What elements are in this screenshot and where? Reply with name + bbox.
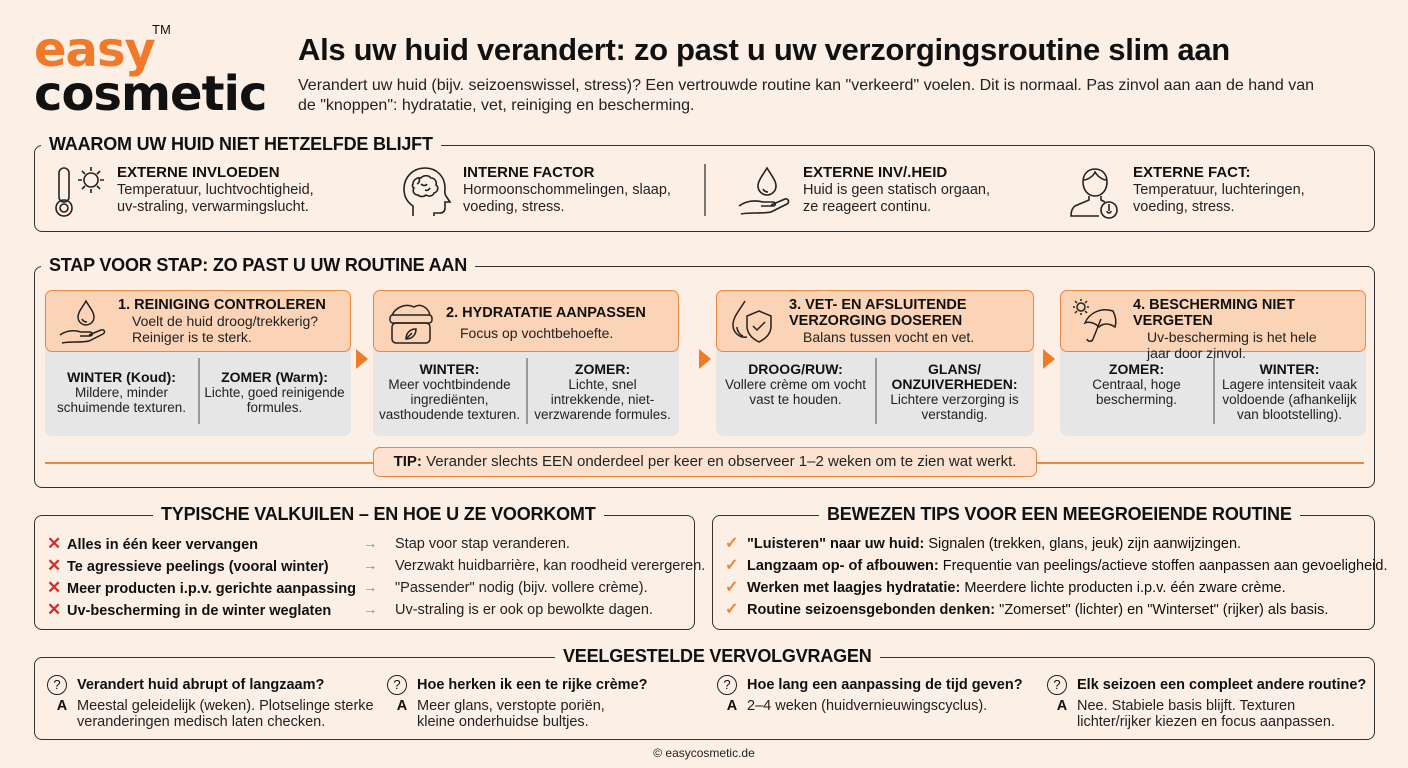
step-card-cleansing: [45, 290, 351, 437]
arrow-right-icon: [356, 349, 368, 369]
factor-heading: EXTERNE FACT:: [1133, 164, 1251, 181]
season-text: Meer vochtbindende ingrediënten, vasthoudende texturen.: [378, 377, 521, 422]
faq-question: Hoe lang een aanpassing de tijd geven?: [747, 677, 1023, 693]
head-brain-icon: [395, 164, 457, 220]
factor-line: Huid is geen statisch orgaan,: [803, 182, 990, 198]
hand-drop-icon: [735, 164, 797, 220]
step-title: 3. VET- EN AFSLUITENDE VERZORGING DOSEREN: [789, 297, 967, 329]
faq-answer: Nee. Stabiele basis blijft. Texturen lichter/rijker kiezen en focus aanpassen.: [1077, 698, 1335, 730]
answer-label: A: [1056, 698, 1068, 714]
faq-item: [717, 675, 1047, 714]
step-header: [45, 290, 351, 352]
cross-icon: ✕: [47, 534, 62, 553]
factor-line: Temperatuur, luchteringen,: [1133, 182, 1305, 198]
arrow-right-icon: [699, 349, 711, 369]
pitfalls-section-title: TYPISCHE VALKUILEN – EN HOE U ZE VOORKOMT: [153, 504, 604, 525]
check-icon: ✓: [725, 535, 739, 552]
check-icon: ✓: [725, 579, 739, 596]
question-icon: ?: [1047, 675, 1067, 695]
pitfall-row: [47, 534, 687, 555]
step-desc: Reiniger is te sterk.: [132, 329, 252, 345]
arrow-icon: →: [363, 580, 378, 596]
step-header: [716, 290, 1034, 352]
season-title: WINTER:: [1259, 361, 1320, 377]
pitfalls-section: [34, 504, 706, 630]
step-desc: jaar door zinvol.: [1147, 345, 1246, 361]
cream-jar-icon: [384, 297, 440, 347]
step-body: [45, 348, 351, 436]
tip-text: Frequentie van peelings/actieve stoffen aanpassen aan gevoeligheid.: [938, 558, 1388, 574]
logo-trademark: TM: [152, 22, 171, 37]
tip-row: [725, 578, 1286, 598]
factor-external-influences: [49, 164, 314, 220]
season-text: Lagere intensiteit vaak voldoende (afhankelijk van blootstelling).: [1221, 377, 1358, 422]
faq-item: [387, 675, 717, 730]
tip-text: "Zomerset" (lichter) en "Winterset" (rijker) als basis.: [995, 602, 1329, 618]
cross-icon: ✕: [47, 556, 62, 575]
season-title: DROOG/RUW:: [748, 361, 843, 377]
factor-internal: [395, 164, 671, 220]
pitfall-fix: "Passender" nodig (bijv. vollere crème).: [395, 580, 648, 596]
pitfall-mistake: Te agressieve peelings (vooral winter): [67, 559, 329, 575]
tip-text: Signalen (trekken, glans, jeuk) zijn aanwijzingen.: [924, 536, 1242, 552]
factor-line: voeding, stress.: [463, 199, 565, 215]
tip-label: TIP:: [393, 453, 422, 470]
question-icon: ?: [717, 675, 737, 695]
step-desc: Focus op vochtbehoefte.: [460, 325, 614, 341]
season-title: ZOMER:: [574, 361, 631, 377]
step-card-hydration: [373, 290, 679, 437]
season-text: Centraal, hoge bescherming.: [1092, 377, 1181, 407]
faq-question: Verandert huid abrupt of langzaam?: [77, 677, 325, 693]
tip-label: Werken met laagjes hydratatie:: [747, 580, 961, 596]
pitfall-row: [47, 600, 687, 621]
steps-section-title: STAP VOOR STAP: ZO PAST U UW ROUTINE AAN: [41, 255, 475, 276]
sun-umbrella-icon: [1071, 297, 1127, 347]
tip-label: Langzaam op- of afbouwen:: [747, 558, 939, 574]
season-text: Lichte, goed reinigende formules.: [204, 385, 345, 415]
faq-section-title: VEELGESTELDE VERVOLGVRAGEN: [555, 646, 880, 667]
brand-logo: [34, 22, 274, 122]
cross-icon: ✕: [47, 578, 62, 597]
tip-row: [725, 534, 1241, 554]
drop-shield-icon: [727, 297, 783, 347]
tip-banner: [373, 447, 1037, 477]
faq-answer: Meestal geleidelijk (weken). Plotselinge sterke veranderingen medisch laten checken.: [77, 698, 374, 730]
step-body: [716, 348, 1034, 436]
season-title: ZOMER (Warm):: [221, 369, 328, 385]
arrow-icon: →: [363, 536, 378, 552]
season-title: WINTER (Koud):: [67, 369, 176, 385]
pitfall-row: [47, 578, 687, 599]
tip-row: [725, 600, 1328, 620]
factor-line: voeding, stress.: [1133, 199, 1235, 215]
person-icon: [1065, 164, 1127, 220]
arrow-icon: →: [363, 558, 378, 574]
factor-line: ze reageert continu.: [803, 199, 932, 215]
step-title: 2. HYDRATATIE AANPASSEN: [446, 305, 646, 321]
step-header: [373, 290, 679, 352]
logo-easy: easy: [34, 22, 155, 78]
footer-copyright: © easycosmetic.de: [653, 746, 755, 760]
tip-row: [725, 556, 1387, 576]
step-desc: Uv-bescherming is het hele: [1147, 329, 1317, 345]
hand-drop-icon: [56, 297, 112, 347]
check-icon: ✓: [725, 557, 739, 574]
page-title: Als uw huid verandert: zo past u uw verzorgingsroutine slim aan: [298, 32, 1230, 67]
season-title: GLANS/ ONZUIVERHEDEN:: [891, 361, 1018, 392]
divider: [704, 164, 706, 216]
faq-item: [47, 675, 377, 730]
season-text: Mildere, minder schuimende texturen.: [56, 385, 187, 415]
faq-item: [1047, 675, 1377, 730]
factor-line: Hormoonschommelingen, slaap,: [463, 182, 671, 198]
tip-label: Routine seizoensgebonden denken:: [747, 602, 996, 618]
answer-label: A: [56, 698, 68, 714]
step-body: [373, 348, 679, 436]
tip-label: "Luisteren" naar uw huid:: [747, 536, 925, 552]
step-card-fat-care: [716, 290, 1034, 437]
pitfall-row: [47, 556, 706, 577]
season-text: Vollere crème om vocht vast te houden.: [724, 377, 867, 407]
step-title: 4. BESCHERMING NIET VERGETEN: [1133, 297, 1295, 329]
tips-section-title: BEWEZEN TIPS VOOR EEN MEEGROEIENDE ROUTINE: [819, 504, 1300, 525]
step-header: [1060, 290, 1366, 361]
thermometer-sun-icon: [49, 164, 111, 220]
factor-heading: INTERNE FACTOR: [463, 164, 595, 181]
page-subtitle: Verandert uw huid (bijv. seizoenswissel, stress)? Een vertrouwde routine kan "verkeerd" voelen. Dit is normaal. Pas zinvol aan aan de hand van de "knoppen": hydratatie, vet, reiniging en bescherming.: [298, 77, 1315, 114]
factor-external-variability: [735, 164, 990, 220]
season-title: ZOMER:: [1108, 361, 1165, 377]
answer-label: A: [726, 698, 738, 714]
pitfall-mistake: Alles in één keer vervangen: [67, 537, 259, 553]
answer-label: A: [396, 698, 408, 714]
tip-text: Verander slechts EEN onderdeel per keer en observeer 1–2 weken om te zien wat werkt.: [421, 453, 1017, 470]
step-desc: Voelt de huid droog/trekkerig?: [132, 313, 319, 329]
factor-line: Temperatuur, luchtvochtigheid,: [117, 182, 314, 198]
question-icon: ?: [387, 675, 407, 695]
tips-section: [712, 504, 1388, 630]
logo-cosmetic: cosmetic: [34, 66, 267, 122]
arrow-icon: →: [363, 602, 378, 618]
check-icon: ✓: [725, 601, 739, 618]
why-section: [34, 134, 1375, 232]
step-desc: Balans tussen vocht en vet.: [803, 329, 975, 345]
pitfall-fix: Verzwakt huidbarrière, kan roodheid verergeren.: [395, 558, 706, 574]
factor-external-factor: [1065, 164, 1305, 220]
season-title: WINTER:: [419, 361, 480, 377]
faq-question: Elk seizoen een compleet andere routine?: [1077, 677, 1367, 693]
pitfall-fix: Uv-straling is er ook op bewolkte dagen.: [395, 602, 653, 618]
step-title: 1. REINIGING CONTROLEREN: [118, 297, 326, 313]
season-text: Lichtere verzorging is verstandig.: [890, 392, 1019, 422]
factor-heading: EXTERNE INVLOEDEN: [117, 164, 280, 181]
faq-answer: Meer glans, verstopte poriën, kleine onderhuidse bultjes.: [417, 698, 605, 730]
pitfall-mistake: Meer producten i.p.v. gerichte aanpassing: [67, 581, 356, 597]
season-text: Lichte, snel intrekkende, niet-verzwarende formules.: [534, 377, 671, 422]
factor-heading: EXTERNE INV/.HEID: [803, 164, 948, 181]
arrow-right-icon: [1043, 349, 1055, 369]
steps-section: [34, 255, 1375, 488]
factor-line: uv-straling, verwarmingslucht.: [117, 199, 309, 215]
faq-answer: 2–4 weken (huidvernieuwingscyclus).: [747, 698, 988, 714]
why-section-title: WAAROM UW HUID NIET HETZELFDE BLIJFT: [41, 134, 441, 155]
question-icon: ?: [47, 675, 67, 695]
faq-section: [34, 646, 1375, 740]
pitfall-fix: Stap voor stap veranderen.: [395, 536, 570, 552]
cross-icon: ✕: [47, 600, 62, 619]
faq-question: Hoe herken ik een te rijke crème?: [417, 677, 648, 693]
tip-text: Meerdere lichte producten i.p.v. één zware crème.: [960, 580, 1286, 596]
pitfall-mistake: Uv-bescherming in de winter weglaten: [67, 603, 332, 619]
step-card-protection: [1060, 290, 1366, 437]
step-body: [1060, 348, 1366, 436]
